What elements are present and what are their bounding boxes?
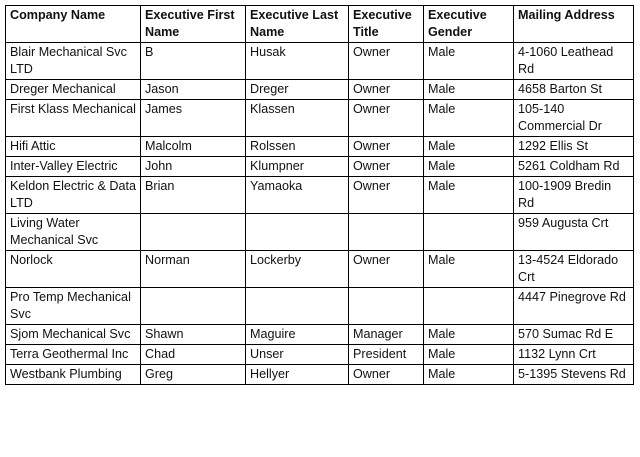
first-name-cell: Malcolm: [141, 137, 246, 157]
company-name-cell: Sjom Mechanical Svc: [6, 325, 141, 345]
last-name-cell: Rolssen: [246, 137, 349, 157]
header-executive-gender: Executive Gender: [424, 6, 514, 43]
company-name-cell: Dreger Mechanical: [6, 80, 141, 100]
gender-cell: [424, 214, 514, 251]
title-cell: Owner: [349, 177, 424, 214]
document-page: [5, 5, 634, 385]
company-name-cell: Inter-Valley Electric: [6, 157, 141, 177]
table-row: [6, 214, 634, 251]
last-name-cell: Husak: [246, 43, 349, 80]
gender-cell: Male: [424, 137, 514, 157]
last-name-cell: Unser: [246, 345, 349, 365]
mailing-address-cell: 100-1909 Bredin Rd: [514, 177, 634, 214]
company-name-cell: Pro Temp Mechanical Svc: [6, 288, 141, 325]
title-cell: Owner: [349, 137, 424, 157]
header-row: [6, 6, 634, 43]
header-executive-last-name: Executive Last Name: [246, 6, 349, 43]
header-company-name: Company Name: [6, 6, 141, 43]
gender-cell: Male: [424, 365, 514, 385]
mailing-address-cell: 4658 Barton St: [514, 80, 634, 100]
table-row: [6, 43, 634, 80]
gender-cell: Male: [424, 43, 514, 80]
last-name-cell: Hellyer: [246, 365, 349, 385]
mailing-address-cell: 5261 Coldham Rd: [514, 157, 634, 177]
gender-cell: Male: [424, 345, 514, 365]
company-name-cell: Living Water Mechanical Svc: [6, 214, 141, 251]
header-executive-title: Executive Title: [349, 6, 424, 43]
first-name-cell: Shawn: [141, 325, 246, 345]
gender-cell: [424, 288, 514, 325]
last-name-cell: Klassen: [246, 100, 349, 137]
title-cell: President: [349, 345, 424, 365]
first-name-cell: Chad: [141, 345, 246, 365]
company-name-cell: Keldon Electric & Data LTD: [6, 177, 141, 214]
first-name-cell: B: [141, 43, 246, 80]
table-row: [6, 365, 634, 385]
gender-cell: Male: [424, 100, 514, 137]
mailing-address-cell: 105-140 Commercial Dr: [514, 100, 634, 137]
first-name-cell: [141, 214, 246, 251]
title-cell: Owner: [349, 100, 424, 137]
company-name-cell: Westbank Plumbing: [6, 365, 141, 385]
first-name-cell: Jason: [141, 80, 246, 100]
gender-cell: Male: [424, 157, 514, 177]
company-name-cell: Terra Geothermal Inc: [6, 345, 141, 365]
table-row: [6, 137, 634, 157]
title-cell: [349, 214, 424, 251]
gender-cell: Male: [424, 80, 514, 100]
title-cell: Owner: [349, 251, 424, 288]
title-cell: Owner: [349, 80, 424, 100]
title-cell: Manager: [349, 325, 424, 345]
last-name-cell: Klumpner: [246, 157, 349, 177]
gender-cell: Male: [424, 251, 514, 288]
table-row: [6, 251, 634, 288]
title-cell: Owner: [349, 157, 424, 177]
title-cell: Owner: [349, 365, 424, 385]
gender-cell: Male: [424, 177, 514, 214]
first-name-cell: Brian: [141, 177, 246, 214]
gender-cell: Male: [424, 325, 514, 345]
last-name-cell: Dreger: [246, 80, 349, 100]
last-name-cell: Lockerby: [246, 251, 349, 288]
first-name-cell: [141, 288, 246, 325]
last-name-cell: [246, 214, 349, 251]
mailing-address-cell: 959 Augusta Crt: [514, 214, 634, 251]
table-row: [6, 325, 634, 345]
table-row: [6, 345, 634, 365]
table-row: [6, 177, 634, 214]
first-name-cell: Norman: [141, 251, 246, 288]
table-row: [6, 157, 634, 177]
header-executive-first-name: Executive First Name: [141, 6, 246, 43]
company-name-cell: First Klass Mechanical: [6, 100, 141, 137]
title-cell: [349, 288, 424, 325]
executive-contacts-table: [5, 5, 634, 385]
last-name-cell: Yamaoka: [246, 177, 349, 214]
mailing-address-cell: 13-4524 Eldorado Crt: [514, 251, 634, 288]
mailing-address-cell: 1292 Ellis St: [514, 137, 634, 157]
mailing-address-cell: 4-1060 Leathead Rd: [514, 43, 634, 80]
first-name-cell: James: [141, 100, 246, 137]
company-name-cell: Norlock: [6, 251, 141, 288]
table-row: [6, 288, 634, 325]
table-row: [6, 80, 634, 100]
first-name-cell: John: [141, 157, 246, 177]
mailing-address-cell: 5-1395 Stevens Rd: [514, 365, 634, 385]
first-name-cell: Greg: [141, 365, 246, 385]
company-name-cell: Hifi Attic: [6, 137, 141, 157]
mailing-address-cell: 1132 Lynn Crt: [514, 345, 634, 365]
last-name-cell: [246, 288, 349, 325]
last-name-cell: Maguire: [246, 325, 349, 345]
company-name-cell: Blair Mechanical Svc LTD: [6, 43, 141, 80]
title-cell: Owner: [349, 43, 424, 80]
mailing-address-cell: 4447 Pinegrove Rd: [514, 288, 634, 325]
header-mailing-address: Mailing Address: [514, 6, 634, 43]
mailing-address-cell: 570 Sumac Rd E: [514, 325, 634, 345]
table-body: [6, 43, 634, 385]
table-row: [6, 100, 634, 137]
